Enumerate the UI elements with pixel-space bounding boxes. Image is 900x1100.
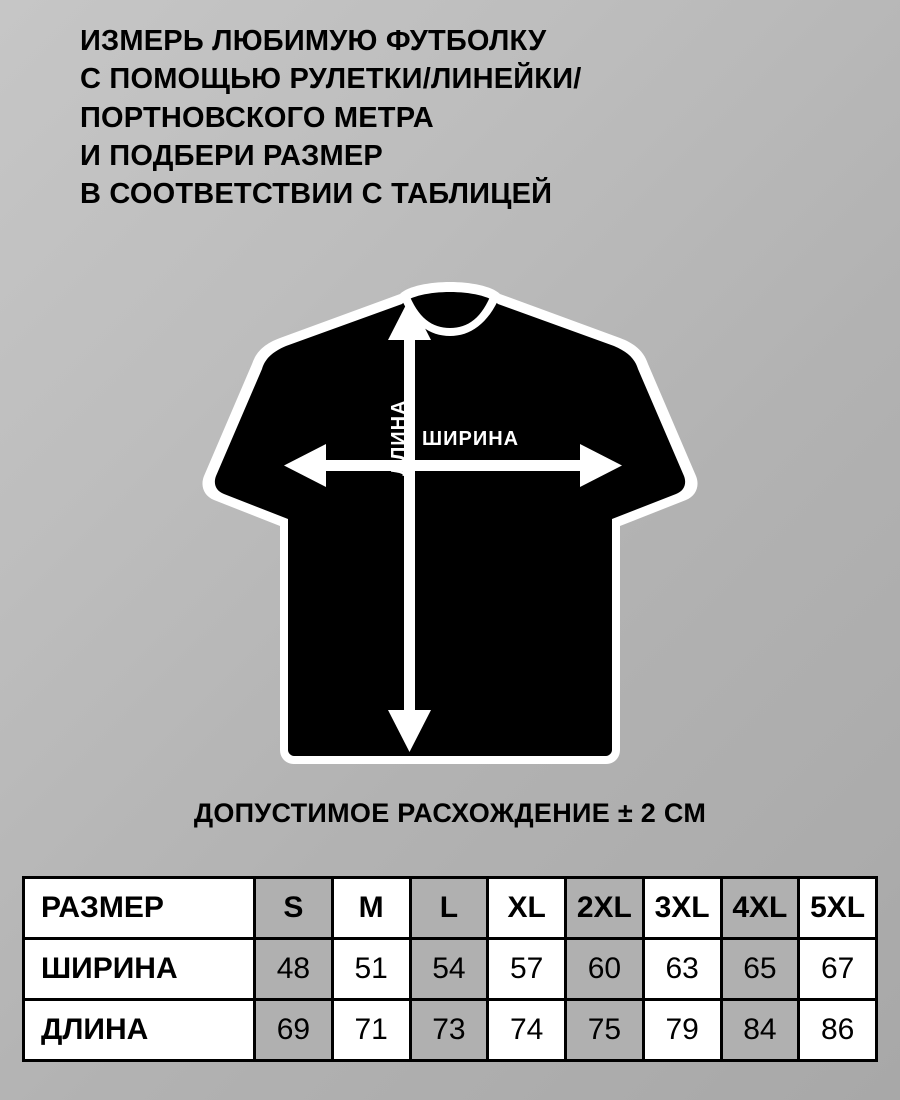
tshirt-diagram bbox=[150, 280, 750, 770]
row-header-size: РАЗМЕР bbox=[24, 878, 255, 939]
width-label: ШИРИНА bbox=[422, 428, 520, 450]
cell-length-l: 73 bbox=[410, 1000, 488, 1061]
cell-size-s: S bbox=[255, 878, 333, 939]
cell-size-4xl: 4XL bbox=[721, 878, 799, 939]
cell-length-m: 71 bbox=[332, 1000, 410, 1061]
cell-width-4xl: 65 bbox=[721, 939, 799, 1000]
table-row-length bbox=[24, 1000, 877, 1061]
cell-size-2xl: 2XL bbox=[566, 878, 644, 939]
cell-length-s: 69 bbox=[255, 1000, 333, 1061]
table-row-size bbox=[24, 878, 877, 939]
cell-length-2xl: 75 bbox=[566, 1000, 644, 1061]
page-title-line-4: И ПОДБЕРИ РАЗМЕР bbox=[80, 139, 383, 172]
page-title-line-1: ИЗМЕРЬ ЛЮБИМУЮ ФУТБОЛКУ bbox=[80, 25, 547, 57]
page-title bbox=[80, 22, 840, 213]
cell-length-xl: 74 bbox=[488, 1000, 566, 1061]
size-table bbox=[22, 876, 878, 1062]
cell-size-5xl: 5XL bbox=[799, 878, 877, 939]
cell-width-m: 51 bbox=[332, 939, 410, 1000]
cell-width-s: 48 bbox=[255, 939, 333, 1000]
cell-size-3xl: 3XL bbox=[643, 878, 721, 939]
cell-size-l: L bbox=[410, 878, 488, 939]
cell-length-4xl: 84 bbox=[721, 1000, 799, 1061]
cell-width-xl: 57 bbox=[488, 939, 566, 1000]
cell-size-xl: XL bbox=[488, 878, 566, 939]
tolerance-note: ДОПУСТИМОЕ РАСХОЖДЕНИЕ ± 2 СМ bbox=[193, 798, 707, 828]
page-title-line-5: В СООТВЕТСТВИИ С ТАБЛИЦЕЙ bbox=[80, 178, 553, 211]
page-title-line-2: С ПОМОЩЬЮ РУЛЕТКИ/ЛИНЕЙКИ/ bbox=[80, 63, 582, 96]
cell-width-2xl: 60 bbox=[566, 939, 644, 1000]
cell-width-l: 54 bbox=[410, 939, 488, 1000]
row-header-length: ДЛИНА bbox=[24, 1000, 255, 1061]
length-label: ДЛИНА bbox=[388, 399, 410, 476]
cell-width-3xl: 63 bbox=[643, 939, 721, 1000]
cell-size-m: M bbox=[332, 878, 410, 939]
row-header-width: ШИРИНА bbox=[24, 939, 255, 1000]
cell-width-5xl: 67 bbox=[799, 939, 877, 1000]
cell-length-5xl: 86 bbox=[799, 1000, 877, 1061]
page-title-line-3: ПОРТНОВСКОГО МЕТРА bbox=[80, 101, 434, 134]
cell-length-3xl: 79 bbox=[643, 1000, 721, 1061]
table-row-width bbox=[24, 939, 877, 1000]
tshirt-icon bbox=[150, 280, 750, 770]
